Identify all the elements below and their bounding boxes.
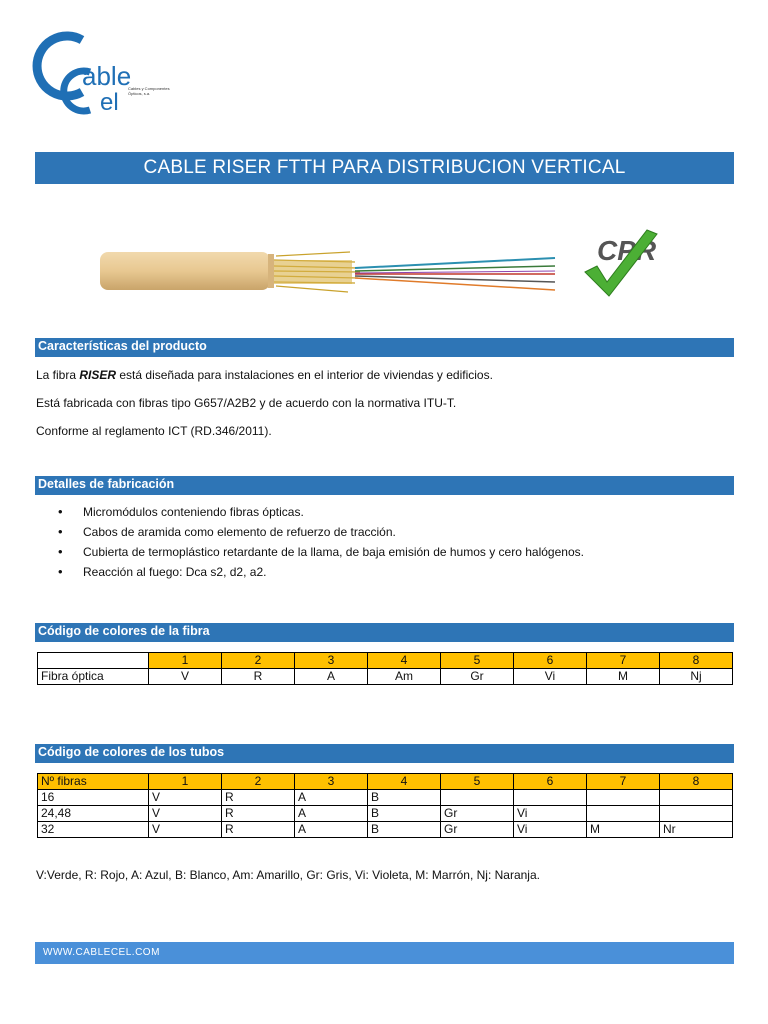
table-cell: Gr: [441, 822, 514, 838]
table-cell: Vi: [514, 669, 587, 685]
section-heading: Código de colores de los tubos: [38, 745, 225, 759]
caracteristicas-line-2: Está fabricada con fibras tipo G657/A2B2 y de acuerdo con la normativa ITU-T.: [36, 396, 457, 410]
table-cell: 1: [149, 774, 222, 790]
section-heading: Código de colores de la fibra: [38, 624, 210, 638]
table-cell: A: [295, 669, 368, 685]
table-cell: Gr: [441, 669, 514, 685]
table-cell: V: [149, 822, 222, 838]
table-cell: 6: [514, 653, 587, 669]
table-cell: Fibra óptica: [38, 669, 149, 685]
website-link[interactable]: WWW.CABLECEL.COM: [43, 947, 160, 958]
table-cell: 4: [368, 774, 441, 790]
table-cell: R: [222, 669, 295, 685]
table-cell: R: [222, 790, 295, 806]
table-cell: A: [295, 790, 368, 806]
table-row: [38, 669, 733, 685]
table-cell: 7: [587, 653, 660, 669]
table-cell: 5: [441, 653, 514, 669]
caracteristicas-line-3: Conforme al reglamento ICT (RD.346/2011).: [36, 424, 272, 438]
table-cell: B: [368, 822, 441, 838]
table-cell: [441, 790, 514, 806]
table-cell: [38, 653, 149, 669]
table-cell: 3: [295, 653, 368, 669]
table-cell: 6: [514, 774, 587, 790]
cpr-badge: [575, 222, 665, 302]
table-cell: V: [149, 806, 222, 822]
table-cell: V: [149, 669, 222, 685]
title-bar: [35, 152, 734, 184]
table-cell: M: [587, 669, 660, 685]
section-caracteristicas: [35, 338, 734, 357]
cpr-text: CPR: [597, 235, 657, 266]
section-colores-fibra: [35, 623, 734, 642]
table-cell: [660, 806, 733, 822]
table-cell: A: [295, 806, 368, 822]
cablecel-logo: [30, 30, 170, 120]
table-cell: 32: [38, 822, 149, 838]
text: La fibra: [36, 368, 80, 382]
table-cell: Am: [368, 669, 441, 685]
table-cell: R: [222, 822, 295, 838]
table-cell: 5: [441, 774, 514, 790]
table-header-row: [38, 653, 733, 669]
caracteristicas-line-1: [36, 368, 493, 382]
table-cell: V: [149, 790, 222, 806]
table-row: [38, 806, 733, 822]
table-cell: 7: [587, 774, 660, 790]
list-item: • Micromódulos conteniendo fibras ópticas.: [58, 503, 584, 523]
table-cell: [587, 790, 660, 806]
table-cell: M: [587, 822, 660, 838]
table-cell: Vi: [514, 806, 587, 822]
table-cell: 4: [368, 653, 441, 669]
table-cell: [514, 790, 587, 806]
table-cell: Nr: [660, 822, 733, 838]
list-item: • Reacción al fuego: Dca s2, d2, a2.: [58, 563, 584, 583]
detalles-list: [58, 503, 584, 583]
riser-emphasis: RISER: [79, 368, 117, 382]
color-legend: V:Verde, R: Rojo, A: Azul, B: Blanco, Am: Amarillo, Gr: Gris, Vi: Violeta, M: Marrón, Nj: Naranja.: [36, 868, 540, 882]
table-cell: Vi: [514, 822, 587, 838]
table-cell: A: [295, 822, 368, 838]
tube-color-table: [37, 773, 733, 838]
table-cell: 3: [295, 774, 368, 790]
section-colores-tubos: [35, 744, 734, 763]
table-cell: Nj: [660, 669, 733, 685]
section-detalles: [35, 476, 734, 495]
table-row: [38, 822, 733, 838]
table-cell: R: [222, 806, 295, 822]
section-heading: Detalles de fabricación: [38, 477, 175, 491]
table-cell: B: [368, 806, 441, 822]
text: está diseñada para instalaciones en el interior de viviendas y edificios.: [116, 368, 493, 382]
table-cell: Nº fibras: [38, 774, 149, 790]
table-header-row: [38, 774, 733, 790]
logo-tagline: Cables y Componentes Ópticos, s.a.: [128, 86, 170, 96]
table-cell: B: [368, 790, 441, 806]
table-cell: 24,48: [38, 806, 149, 822]
logo-word-able: able: [82, 61, 132, 91]
fiber-color-table: [37, 652, 733, 685]
table-cell: [587, 806, 660, 822]
footer-bar: [35, 942, 734, 964]
list-item: • Cabos de aramida como elemento de refuerzo de tracción.: [58, 523, 584, 543]
page-title: CABLE RISER FTTH PARA DISTRIBUCION VERTICAL: [143, 157, 626, 178]
section-heading: Características del producto: [38, 339, 207, 353]
table-cell: 8: [660, 774, 733, 790]
logo-word-el: el: [100, 89, 119, 116]
table-cell: 16: [38, 790, 149, 806]
table-cell: 2: [222, 774, 295, 790]
table-cell: 8: [660, 653, 733, 669]
table-row: [38, 790, 733, 806]
table-cell: [660, 790, 733, 806]
list-item: • Cubierta de termoplástico retardante de la llama, de baja emisión de humos y cero halógenos.: [58, 543, 584, 563]
table-cell: Gr: [441, 806, 514, 822]
table-cell: 2: [222, 653, 295, 669]
cable-photo: [100, 238, 560, 300]
table-cell: 1: [149, 653, 222, 669]
